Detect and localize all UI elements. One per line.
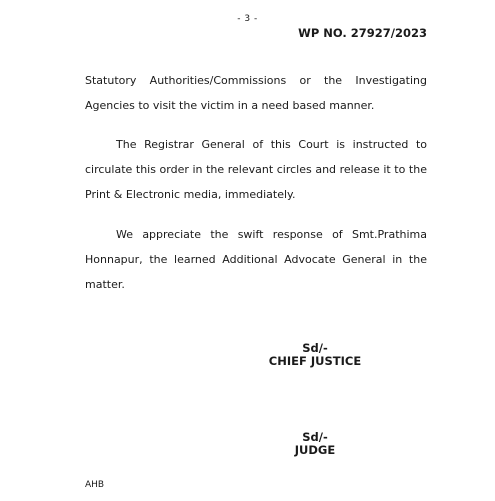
paragraph-appreciation: We appreciate the swift response of Smt.Prathima Honnapur, the learned Additional Advocate General in the matter. bbox=[85, 228, 427, 291]
signature-mark: Sd/- bbox=[302, 341, 328, 355]
signature-mark: Sd/- bbox=[302, 430, 328, 444]
page-number: - 3 - bbox=[237, 14, 258, 24]
paragraph-registrar-instruction: The Registrar General of this Court is instructed to circulate this order in the relevant circles and release it to the Print & Electronic media, immediately. bbox=[85, 138, 427, 201]
signature-chief-justice bbox=[230, 342, 400, 368]
paragraph-continuation: Statutory Authorities/Commissions or the Investigating Agencies to visit the victim in a need based manner. bbox=[85, 74, 427, 112]
signature-title: CHIEF JUSTICE bbox=[268, 354, 362, 368]
signature-title: JUDGE bbox=[294, 443, 336, 457]
signature-judge bbox=[230, 431, 400, 457]
footer-initials: AHB bbox=[85, 480, 105, 490]
case-number: WP NO. 27927/2023 bbox=[298, 26, 427, 40]
